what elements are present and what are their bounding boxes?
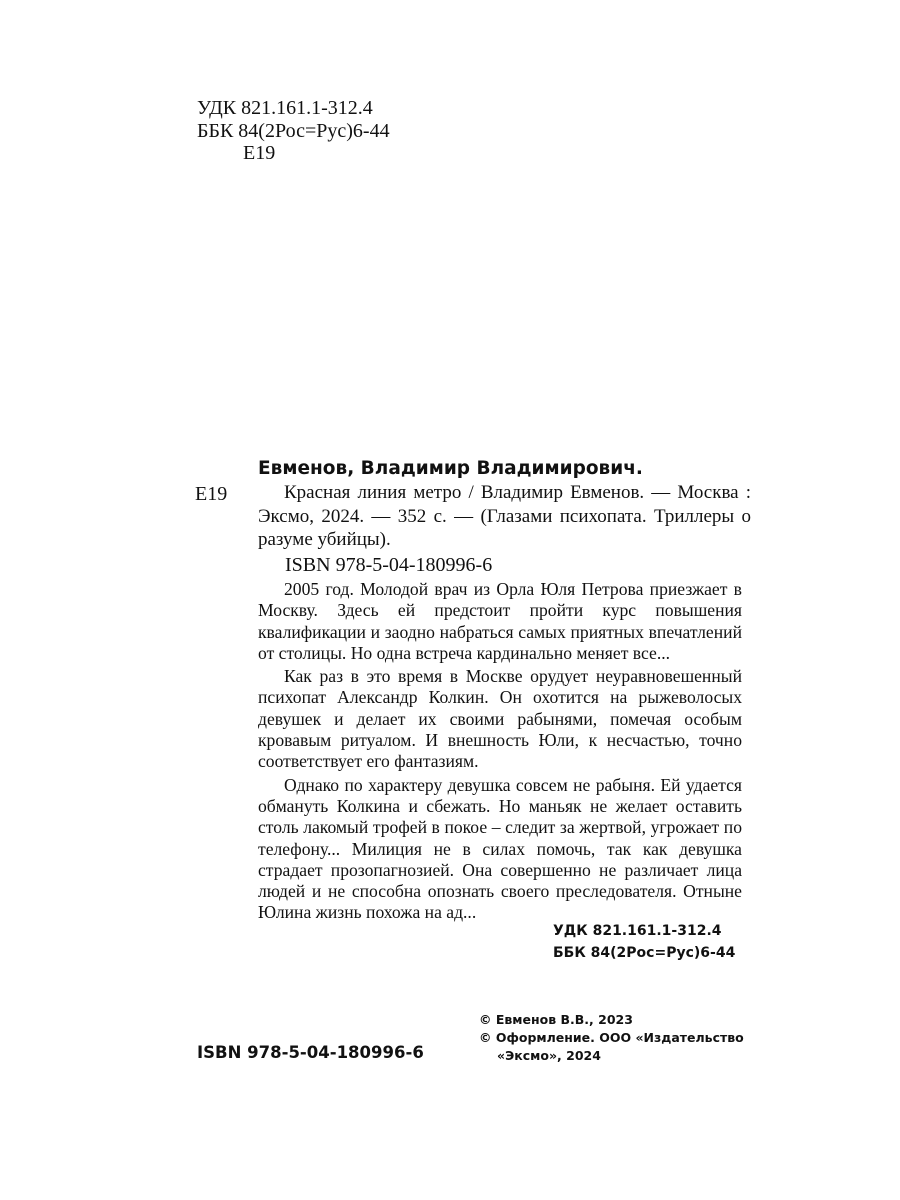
record-isbn: ISBN 978-5-04-180996-6 bbox=[285, 554, 493, 576]
record-cutter-code: Е19 bbox=[195, 483, 228, 505]
author-cutter-code: Е19 bbox=[243, 142, 276, 164]
annotation-paragraph: Как раз в это время в Москве орудует неуравновешенный психопат Александр Колкин. Он охотится на рыжеволосых девушек и делает их своими рабынями, помечая особым кровавым ритуалом. И внешность Юли, к несчастью, точно соответствует его фантазиям. bbox=[258, 666, 742, 772]
annotation-paragraph: 2005 год. Молодой врач из Орла Юля Петрова приезжает в Москву. Здесь ей предстоит пройти курс повышения квалификации и заодно набраться самых приятных впечатлений от столицы. Но одна встреча кардинально меняет все... bbox=[258, 579, 742, 663]
bbk-code-bold: ББК 84(2Рос=Рус)6-44 bbox=[553, 945, 736, 961]
author-heading: Евменов, Владимир Владимирович. bbox=[258, 458, 643, 479]
isbn-bottom: ISBN 978-5-04-180996-6 bbox=[197, 1043, 424, 1062]
annotation bbox=[258, 579, 742, 926]
bbk-code: ББК 84(2Рос=Рус)6-44 bbox=[197, 120, 390, 142]
udk-code: УДК 821.161.1-312.4 bbox=[197, 97, 373, 119]
udk-code-bold: УДК 821.161.1-312.4 bbox=[553, 923, 722, 939]
annotation-paragraph: Однако по характеру девушка совсем не рабыня. Ей удается обмануть Колкина и сбежать. Но маньяк не желает оставить столь лакомый трофей в покое – следит за жертвой, угрожает по телефону... Милиция не в силах помочь, так как девушка страдает прозопагнозией. Она совершенно не различает лица людей и не способна опознать своего преследователя. Отныне Юлина жизнь похожа на ад... bbox=[258, 774, 742, 923]
copyright-author: © Евменов В.В., 2023 bbox=[479, 1012, 633, 1027]
copyright-design-continued: «Эксмо», 2024 bbox=[497, 1048, 601, 1063]
bibliographic-description: Красная линия метро / Владимир Евменов. — Москва : Эксмо, 2024. — 352 с. — (Глазами психопата. Триллеры о разуме убийцы). bbox=[258, 482, 751, 550]
copyright-design: © Оформление. ООО «Издательство bbox=[479, 1030, 744, 1045]
